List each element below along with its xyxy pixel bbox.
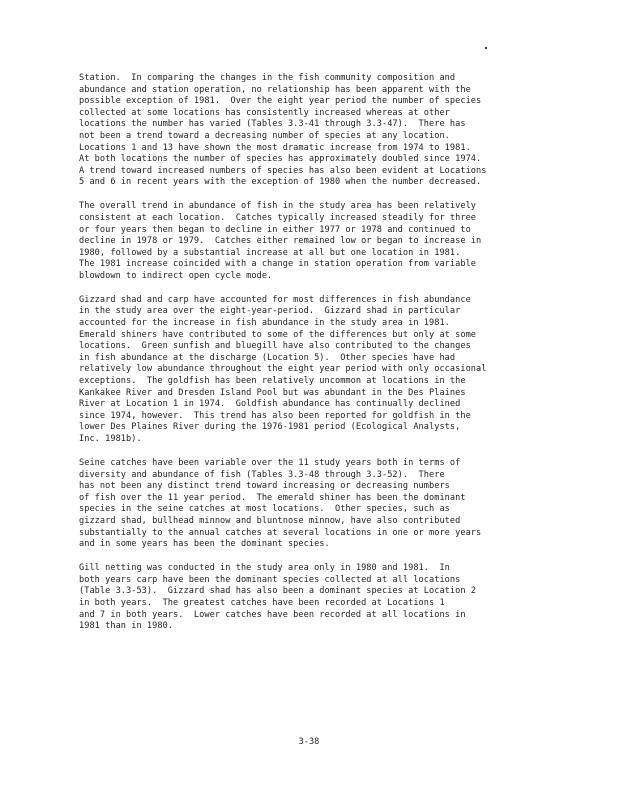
text-line: of fish over the 11 year period. The emerald shiner has been the dominant [79,492,466,503]
text-line: not been a trend toward a decreasing number of species at any location. [79,130,450,141]
text-line: substantially to the annual catches at several locations in one or more years [79,527,482,538]
text-line: The 1981 increase coincided with a change in station operation from variable [79,259,477,270]
text-line: Gizzard shad and carp have accounted for most differences in fish abundance [79,294,471,305]
text-line: and in some years has been the dominant species. [79,539,330,550]
text-line: 5 and 6 in recent years with the exception of 1980 when the number decreased. [79,177,482,188]
text-line: Inc. 1981b). [79,434,142,444]
text-line: gizzard shad, bullhead minnow and bluntnose minnow, have also contributed [79,515,461,526]
text-line: decline in 1978 or 1979. Catches either remained low or began to increase in [79,236,482,247]
text-line: exceptions. The goldfish has been relatively uncommon at locations in the [79,376,466,387]
text-line: River at Location 1 in 1974. Goldfish abundance has continually declined [79,399,461,410]
text-line: A trend toward increased numbers of species has also been evident at Locations [79,165,487,176]
paragraph-gill-netting [79,563,559,633]
text-line: has not been any distinct trend toward increasing or decreasing numbers [79,481,450,492]
page-number: 3-38 [298,737,320,747]
text-line: and 7 in both years. Lower catches have been recorded at all locations in [79,609,466,620]
body-text [79,73,559,645]
text-line: locations the number has varied (Tables 3.3-41 through 3.3-47). There has [79,119,466,130]
text-line: lower Des Plaines River during the 1976-1981 period (Ecological Analysts, [79,422,461,433]
text-line: abundance and station operation, no relationship has been apparent with the [79,84,471,95]
text-line: species in the seine catches at most locations. Other species, such as [79,504,450,515]
text-line: in both years. The greatest catches have been recorded at Locations 1 [79,597,445,608]
text-line: Emerald shiners have contributed to some of the differences but only at some [79,329,477,340]
text-line: or four years then began to decline in either 1977 or 1978 and continued to [79,224,471,235]
text-line: The overall trend in abundance of fish in the study area has been relatively [79,201,477,212]
text-line: collected at some locations has consistently increased whereas at other [79,107,450,118]
paragraph-gizzard-shad-carp [79,295,559,446]
text-line: (Table 3.3-53). Gizzard shad has also been a dominant species at Location 2 [79,586,477,597]
text-line: Locations 1 and 13 have shown the most dramatic increase from 1974 to 1981. [79,142,471,153]
text-line: accounted for the increase in fish abundance in the study area in 1981. [79,318,450,329]
text-line: since 1974, however. This trend has also been reported for goldfish in the [79,410,471,421]
text-line: in fish abundance at the discharge (Location 5). Other species have had [79,352,456,363]
text-line: Kankakee River and Dresden Island Pool but was abundant in the Des Plaines [79,387,466,398]
text-line: possible exception of 1981. Over the eight year period the number of species [79,96,482,107]
text-line: 1980, followed by a substantial increase at all but one location in 1981. [79,247,461,258]
text-line: locations. Green sunfish and bluegill have also contributed to the changes [79,341,471,352]
paragraph-abundance-trend [79,201,559,282]
text-line: in the study area over the eight-year-period. Gizzard shad in particular [79,306,461,317]
text-line: 1981 than in 1980. [79,621,174,632]
text-line: At both locations the number of species has approximately doubled since 1974. [79,154,482,165]
text-line: Gill netting was conducted in the study area only in 1980 and 1981. In [79,563,450,574]
text-line: consistent at each location. Catches typically increased steadily for three [79,212,477,223]
text-line: relatively low abundance throughout the eight year period with only occasional [79,364,487,375]
text-line: diversity and abundance of fish (Tables 3.3-48 through 3.3-52). There [79,469,445,480]
text-line: blowdown to indirect open cycle mode. [79,270,273,281]
text-line: both years carp have been the dominant species collected at all locations [79,574,461,585]
stray-mark [485,47,487,49]
text-line: Seine catches have been variable over the 11 study years both in terms of [79,457,461,468]
text-line: Station. In comparing the changes in the fish community composition and [79,73,456,83]
paragraph-station-relationship [79,73,559,189]
paragraph-seine-catches [79,458,559,551]
